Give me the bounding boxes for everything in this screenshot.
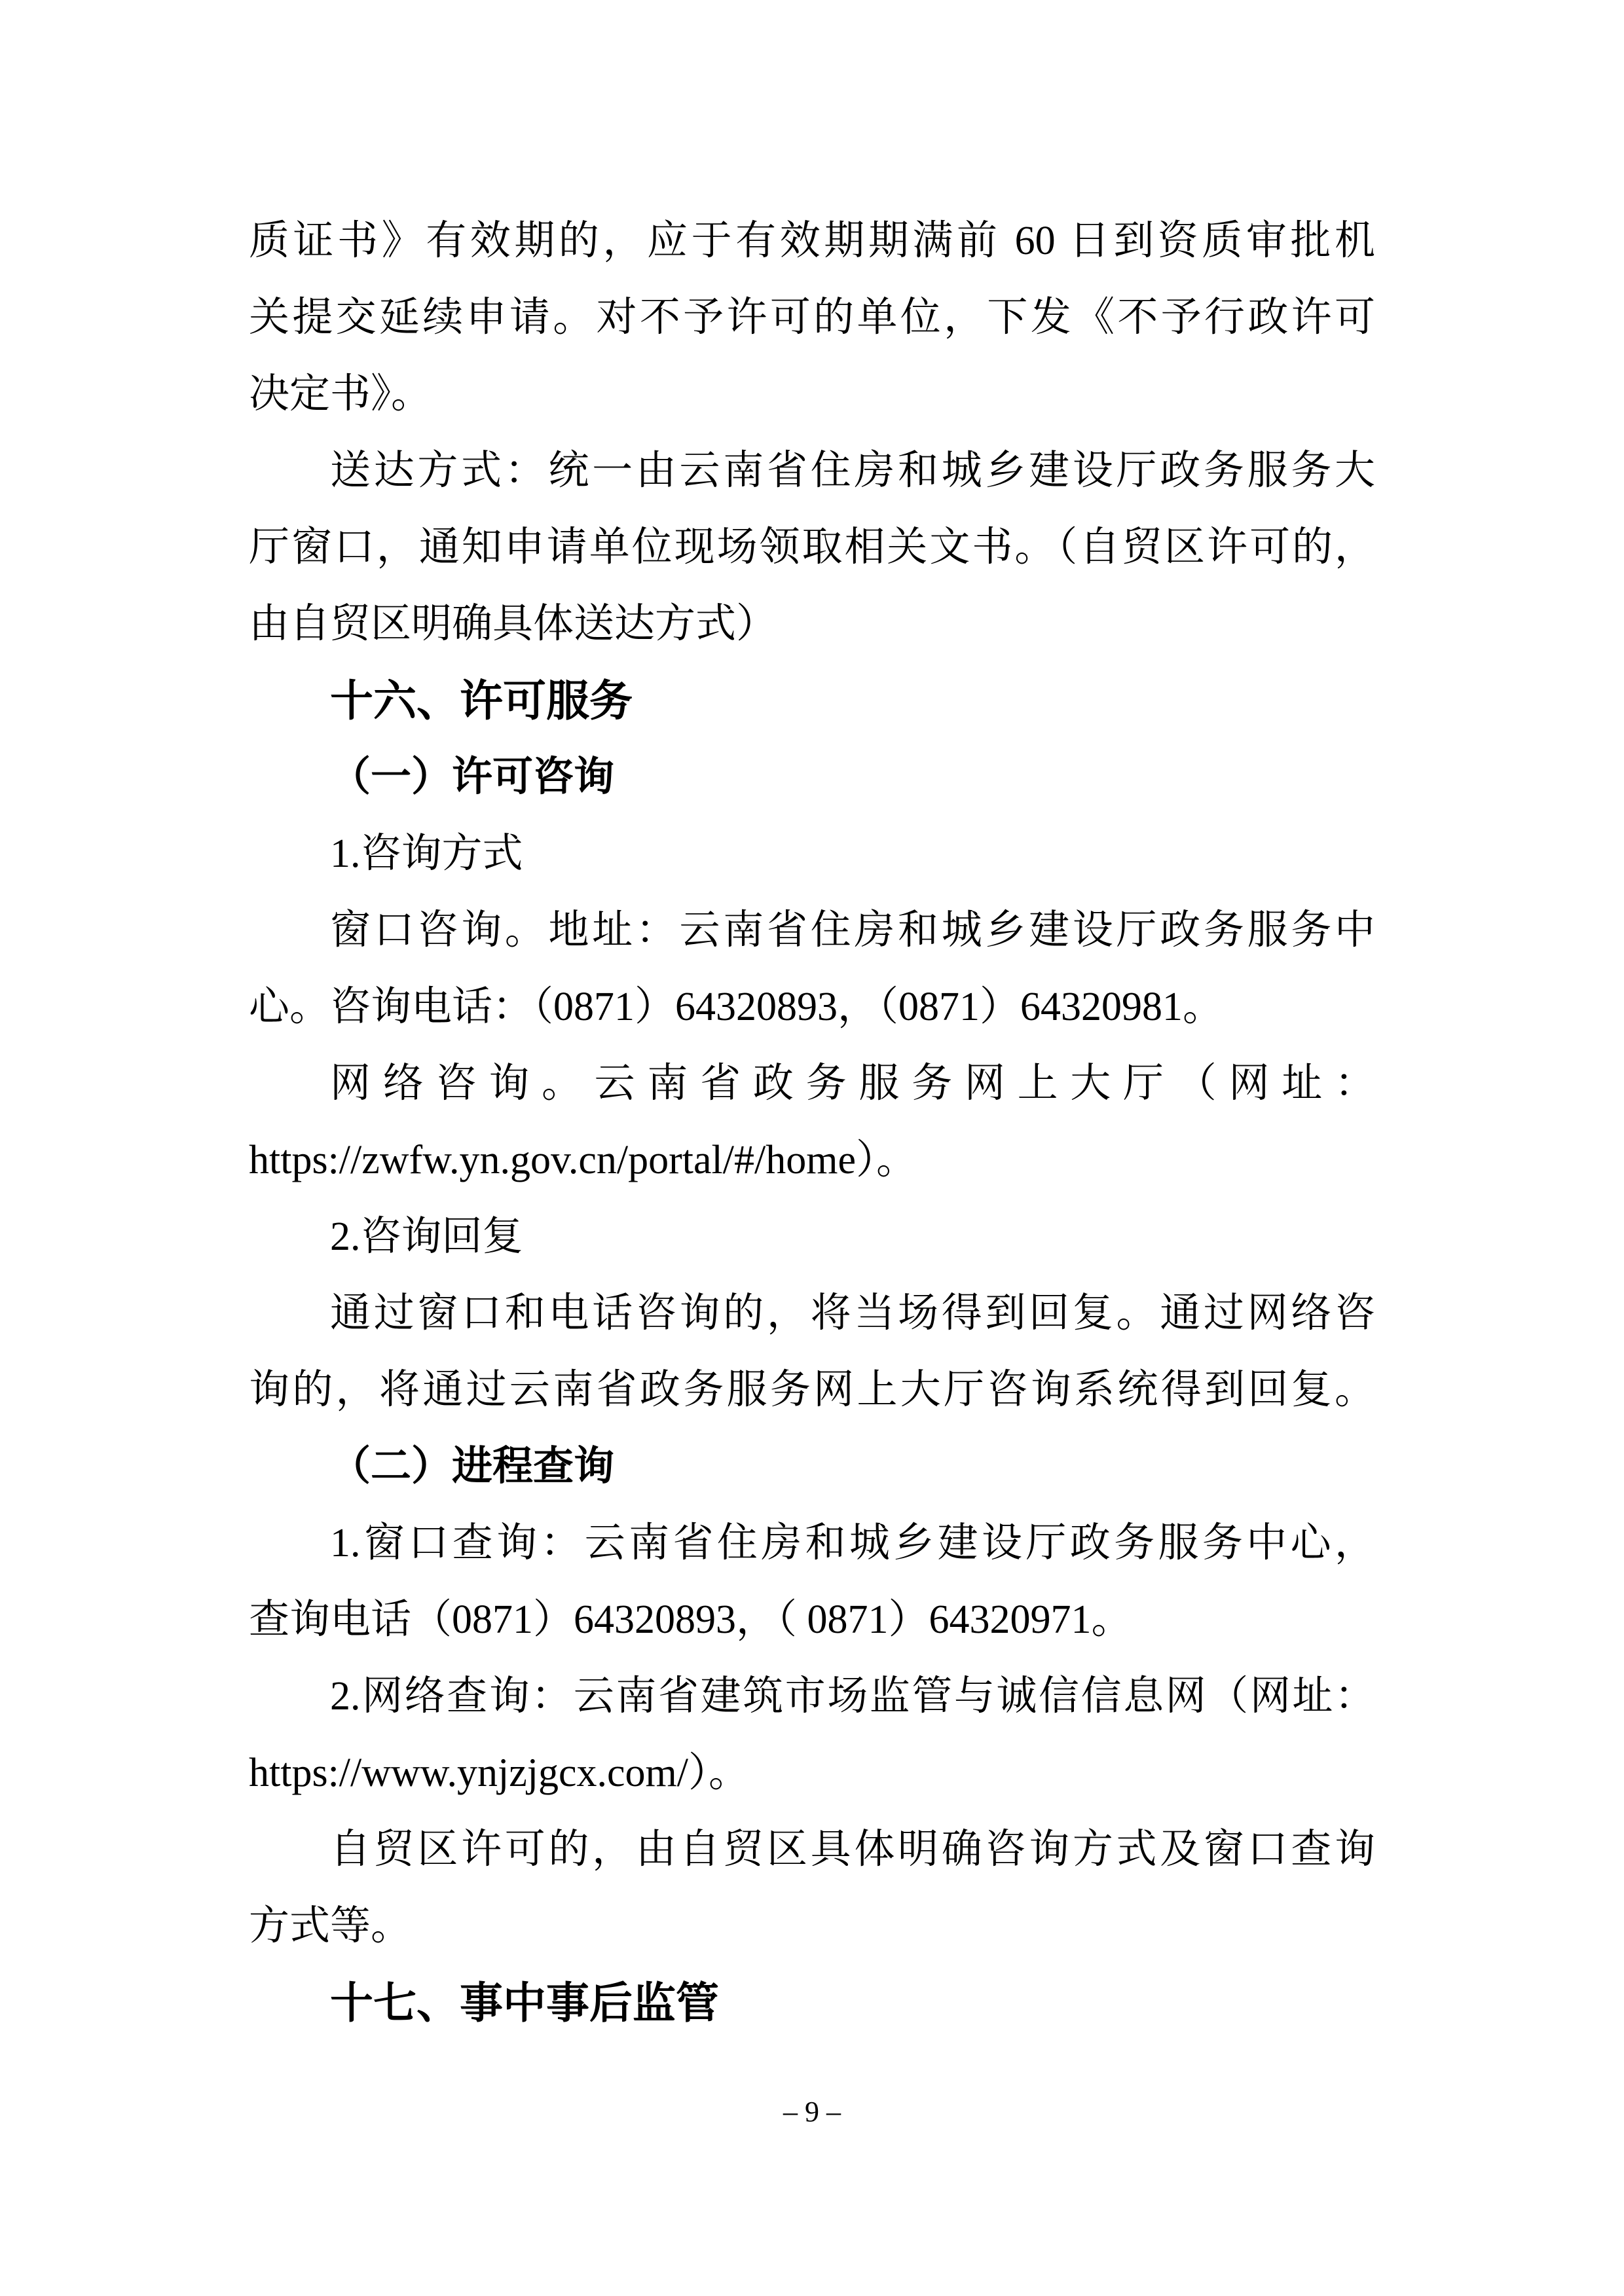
doc-line: 质证书》有效期的，应于有效期期满前 60 日到资质审批机 xyxy=(249,219,1375,263)
doc-line: 2.网络查询：云南省建筑市场监管与诚信信息网（网址： xyxy=(330,1674,1375,1719)
subsection-heading-2: （二）进程查询 xyxy=(330,1444,615,1489)
doc-line: 自贸区许可的，由自贸区具体明确咨询方式及窗口查询 xyxy=(330,1827,1375,1872)
document-body xyxy=(249,203,1375,2041)
doc-line: 窗口咨询。地址：云南省住房和城乡建设厅政务服务中 xyxy=(330,908,1375,953)
doc-line: 送达方式：统一由云南省住房和城乡建设厅政务服务大 xyxy=(330,448,1375,493)
doc-line: 通过窗口和电话咨询的，将当场得到回复。通过网络咨 xyxy=(330,1291,1375,1336)
url-zwfw-line: https://zwfw.yn.gov.cn/portal/#/home）。 xyxy=(249,1138,917,1182)
url-ynjzjgcx-line: https://www.ynjzjgcx.com/）。 xyxy=(249,1751,750,1795)
doc-line: 厅窗口，通知申请单位现场领取相关文书。（自贸区许可的， xyxy=(249,525,1375,570)
doc-line: 关提交延续申请。对不予许可的单位，下发《不予行政许可 xyxy=(249,295,1375,340)
doc-line: 由自贸区明确具体送达方式） xyxy=(249,602,777,646)
doc-line: 网络咨询。云南省政务服务网上大厅（网址： xyxy=(330,1061,1375,1106)
doc-line: 决定书》。 xyxy=(249,372,432,416)
phone-numbers-line: 查询电话（0871）64320893，（ 0871）64320971。 xyxy=(249,1597,1132,1642)
doc-line: 询的，将通过云南省政务服务网上大厅咨询系统得到回复。 xyxy=(249,1368,1375,1412)
subsection-heading-1: （一）许可咨询 xyxy=(330,755,615,799)
page-number: – 9 – xyxy=(783,2096,841,2128)
doc-line: 方式等。 xyxy=(249,1904,412,1948)
phone-numbers-line: 心。咨询电话：（0871）64320893，（0871）64320981。 xyxy=(249,985,1224,1029)
section-heading-17: 十七、事中事后监管 xyxy=(330,1978,719,2027)
doc-line: 1.咨询方式 xyxy=(330,831,523,876)
section-heading-16: 十六、许可服务 xyxy=(330,676,633,725)
doc-line: 1.窗口查询：云南省住房和城乡建设厅政务服务中心， xyxy=(330,1521,1375,1565)
doc-line: 2.咨询回复 xyxy=(330,1214,523,1259)
